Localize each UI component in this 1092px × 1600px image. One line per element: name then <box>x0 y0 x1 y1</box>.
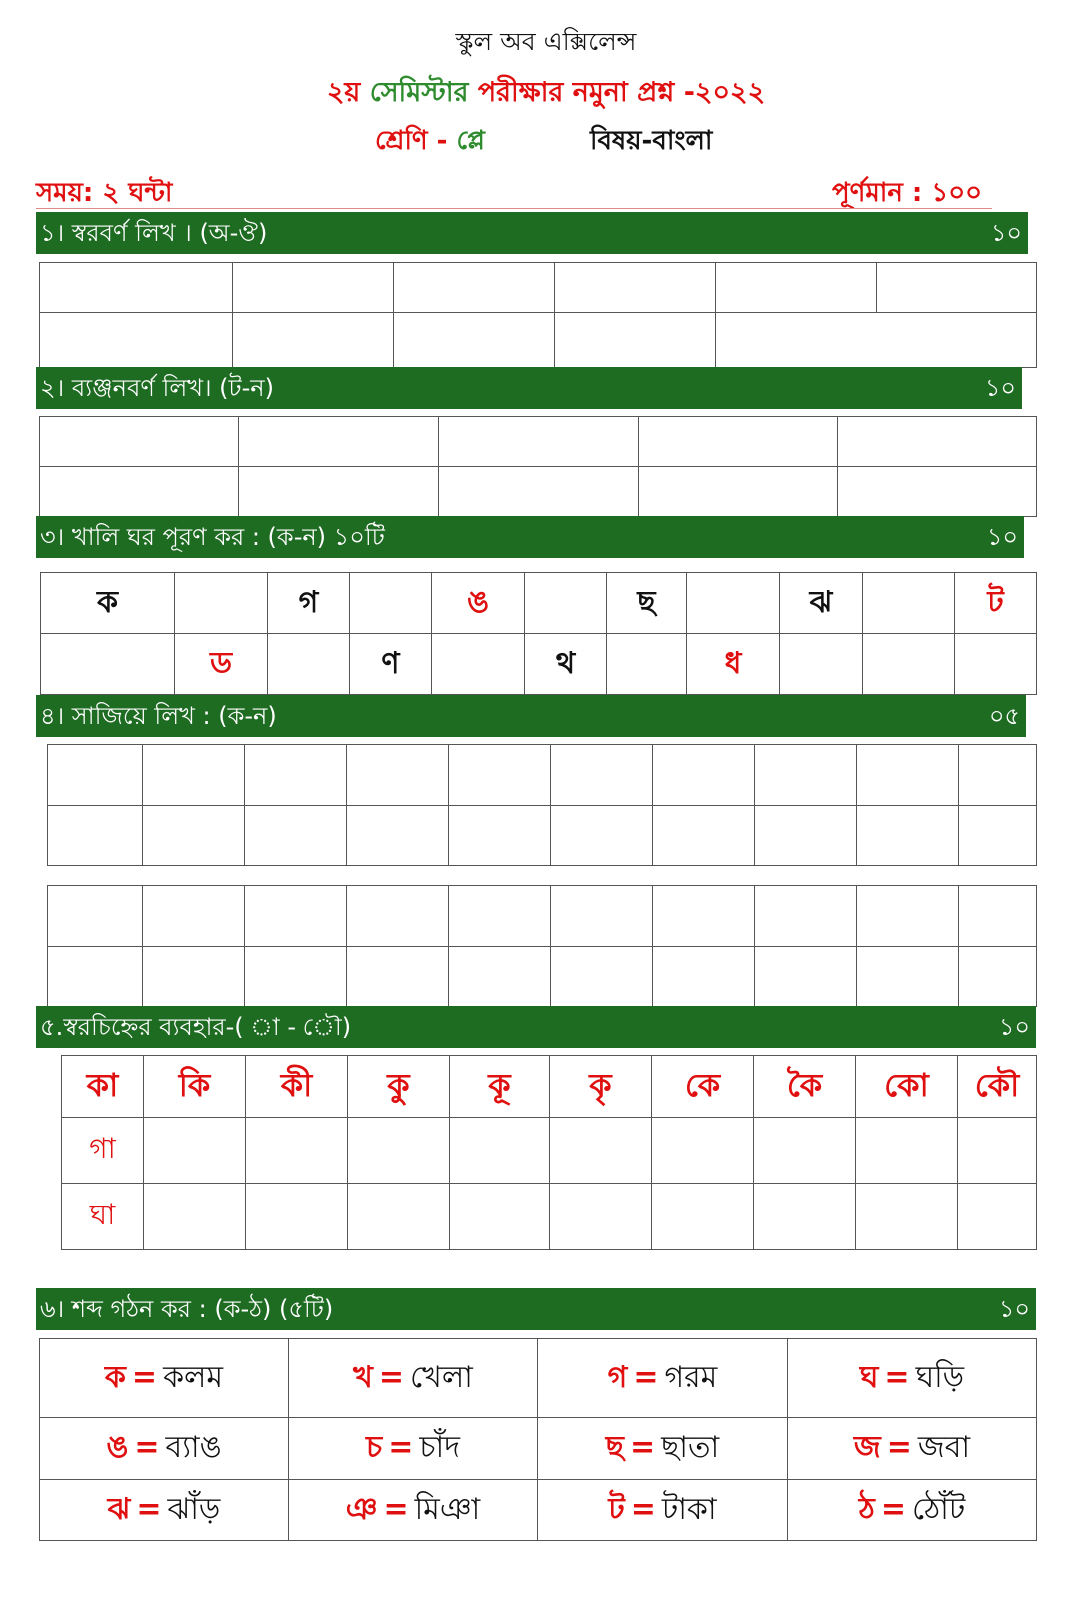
answer-cell[interactable] <box>754 1118 856 1184</box>
exam-title-part2: সেমিস্টার <box>369 77 469 108</box>
question-2-marks: ১০ <box>984 374 1016 402</box>
answer-cell[interactable] <box>716 313 1037 368</box>
class-label-text: শ্রেণি - <box>375 126 457 156</box>
equals-sign: = <box>388 1430 414 1465</box>
answer-cell[interactable] <box>450 1184 550 1250</box>
letter-cell: গ <box>268 573 350 634</box>
question-6-bar <box>36 1288 1036 1330</box>
answer-cell[interactable] <box>755 886 857 947</box>
question-4-title: ৪। সাজিয়ে লিখ : (ক-ন) <box>40 702 277 730</box>
letter-cell: ঙ <box>432 573 525 634</box>
word-letter: ঝ <box>107 1491 131 1527</box>
answer-cell[interactable] <box>755 806 857 866</box>
answer-cell[interactable] <box>239 417 439 467</box>
answer-cell[interactable] <box>439 417 639 467</box>
word-letter: ছ <box>605 1430 624 1465</box>
blank-cell[interactable] <box>41 634 175 695</box>
answer-cell[interactable] <box>716 263 877 313</box>
question-1-marks: ১০ <box>990 219 1022 247</box>
full-marks: পূর্ণমান : ১০০ <box>832 178 983 208</box>
blank-cell[interactable] <box>955 634 1037 695</box>
question-1-bar <box>36 212 1028 254</box>
word-cell <box>40 1418 289 1480</box>
question-1-title: ১। স্বরবর্ণ লিখ । (অ-ঔ) <box>40 219 268 247</box>
letter-cell: ড <box>175 634 268 695</box>
word-cell <box>289 1339 538 1418</box>
row-head-gha: ঘা <box>62 1184 144 1250</box>
answer-cell[interactable] <box>652 1184 754 1250</box>
header-divider <box>36 208 992 209</box>
equals-sign: = <box>630 1491 656 1527</box>
answer-cell[interactable] <box>555 263 716 313</box>
question-3-bar <box>36 516 1024 558</box>
subject-label: বিষয়-বাংলা <box>590 126 713 156</box>
letter-cell: ছ <box>607 573 687 634</box>
answer-cell[interactable] <box>347 806 449 866</box>
answer-cell[interactable] <box>550 1118 652 1184</box>
word-example: টাকা <box>661 1491 717 1527</box>
word-letter: গ <box>607 1359 628 1395</box>
equals-sign: = <box>134 1430 160 1465</box>
word-example: চাঁদ <box>419 1430 460 1465</box>
answer-cell[interactable] <box>838 417 1037 467</box>
equals-sign: = <box>886 1430 912 1465</box>
word-letter: ঞ <box>345 1491 378 1527</box>
class-subject-line <box>0 120 1092 160</box>
question-3-marks: ১০ <box>986 523 1018 551</box>
answer-cell[interactable] <box>551 886 653 947</box>
answer-cell[interactable] <box>450 1118 550 1184</box>
answer-cell[interactable] <box>449 745 551 806</box>
question-5-title: ৫.স্বরচিহ্নের ব্যবহার-( া - ৌ) <box>40 1013 352 1041</box>
word-letter: ক <box>104 1359 126 1395</box>
word-example: ব্যাঙ <box>165 1430 222 1465</box>
word-cell <box>538 1418 788 1480</box>
question-6-title: ৬। শব্দ গঠন কর : (ক-ঠ) (৫টি) <box>40 1295 334 1323</box>
blank-cell[interactable] <box>525 573 607 634</box>
answer-cell[interactable] <box>143 886 245 947</box>
answer-cell[interactable] <box>857 886 959 947</box>
answer-cell[interactable] <box>40 467 239 517</box>
answer-cell[interactable] <box>233 313 394 368</box>
answer-cell[interactable] <box>144 1184 246 1250</box>
word-cell <box>788 1339 1037 1418</box>
answer-cell[interactable] <box>857 745 959 806</box>
equals-sign: = <box>884 1359 910 1395</box>
question-4-marks: ০৫ <box>988 702 1020 730</box>
question-6-marks: ১০ <box>998 1295 1030 1323</box>
answer-cell[interactable] <box>958 1184 1037 1250</box>
question-1-answer-grid <box>39 262 1037 368</box>
word-cell <box>788 1418 1037 1480</box>
word-letter: ঙ <box>106 1430 129 1465</box>
question-4-grid-a <box>47 744 1037 866</box>
answer-cell[interactable] <box>347 947 449 1007</box>
answer-cell[interactable] <box>48 947 143 1007</box>
answer-cell[interactable] <box>838 467 1037 517</box>
answer-cell[interactable] <box>652 1118 754 1184</box>
word-letter: ঠ <box>858 1491 875 1527</box>
word-cell <box>40 1480 289 1541</box>
answer-cell[interactable] <box>653 947 755 1007</box>
answer-cell[interactable] <box>245 886 347 947</box>
word-example: ঘড়ি <box>915 1359 965 1395</box>
equals-sign: = <box>131 1359 158 1395</box>
word-cell <box>538 1480 788 1541</box>
question-2-bar <box>36 367 1022 409</box>
answer-cell[interactable] <box>877 263 1037 313</box>
answer-cell[interactable] <box>653 745 755 806</box>
equals-sign: = <box>633 1359 659 1395</box>
question-3-title: ৩। খালি ঘর পূরণ কর : (ক-ন) ১০টি <box>40 523 385 551</box>
letter-cell: ক <box>41 573 175 634</box>
answer-cell[interactable] <box>551 806 653 866</box>
word-example: কলম <box>163 1359 224 1395</box>
blank-cell[interactable] <box>863 573 955 634</box>
kar-cell: কু <box>348 1056 450 1118</box>
kar-cell: কে <box>652 1056 754 1118</box>
answer-cell[interactable] <box>347 886 449 947</box>
letter-cell: থ <box>525 634 607 695</box>
answer-cell[interactable] <box>857 806 959 866</box>
answer-cell[interactable] <box>449 806 551 866</box>
answer-cell[interactable] <box>555 313 716 368</box>
blank-cell[interactable] <box>268 634 350 695</box>
answer-cell[interactable] <box>449 886 551 947</box>
answer-cell[interactable] <box>856 1184 958 1250</box>
question-3-fill-grid <box>40 572 1037 695</box>
word-letter: ঘ <box>859 1359 879 1395</box>
answer-cell[interactable] <box>246 1118 348 1184</box>
kar-cell: কূ <box>450 1056 550 1118</box>
class-value: প্লে <box>456 126 485 156</box>
kar-cell: কৃ <box>550 1056 652 1118</box>
equals-sign: = <box>378 1359 404 1395</box>
word-example: ঝাঁড় <box>167 1491 221 1527</box>
blank-cell[interactable] <box>432 634 525 695</box>
answer-cell[interactable] <box>551 745 653 806</box>
letter-cell: ট <box>955 573 1037 634</box>
word-example: জবা <box>917 1430 971 1465</box>
question-2-title: ২। ব্যঞ্জনবর্ণ লিখ। (ট-ন) <box>40 374 274 402</box>
answer-cell[interactable] <box>551 947 653 1007</box>
answer-cell[interactable] <box>48 886 143 947</box>
answer-cell[interactable] <box>40 417 239 467</box>
equals-sign: = <box>383 1491 409 1527</box>
word-cell <box>788 1480 1037 1541</box>
question-4-bar <box>36 695 1026 737</box>
answer-cell[interactable] <box>959 886 1037 947</box>
word-cell <box>289 1480 538 1541</box>
answer-cell[interactable] <box>48 745 143 806</box>
question-5-grid <box>61 1055 1037 1250</box>
answer-cell[interactable] <box>144 1118 246 1184</box>
row-head-ga: গা <box>62 1118 144 1184</box>
question-6-word-grid <box>39 1338 1037 1541</box>
question-5-marks: ১০ <box>998 1013 1030 1041</box>
blank-cell[interactable] <box>175 573 268 634</box>
kar-cell: কি <box>144 1056 246 1118</box>
answer-cell[interactable] <box>143 947 245 1007</box>
blank-cell[interactable] <box>350 573 432 634</box>
word-example: গরম <box>664 1359 718 1395</box>
kar-cell: কা <box>62 1056 144 1118</box>
answer-cell[interactable] <box>959 806 1037 866</box>
blank-cell[interactable] <box>780 634 863 695</box>
word-letter: ট <box>608 1491 625 1527</box>
question-4-grid-b <box>47 885 1037 1007</box>
answer-cell[interactable] <box>48 806 143 866</box>
equals-sign: = <box>136 1491 162 1527</box>
letter-cell: ঝ <box>780 573 863 634</box>
kar-cell: কৌ <box>958 1056 1037 1118</box>
answer-cell[interactable] <box>550 1184 652 1250</box>
answer-cell[interactable] <box>959 745 1037 806</box>
kar-cell: কৈ <box>754 1056 856 1118</box>
school-name: স্কুল অব এক্সিলেন্স <box>455 27 637 56</box>
answer-cell[interactable] <box>394 313 555 368</box>
word-cell <box>538 1339 788 1418</box>
answer-cell[interactable] <box>958 1118 1037 1184</box>
answer-cell[interactable] <box>348 1118 450 1184</box>
blank-cell[interactable] <box>607 634 687 695</box>
answer-cell[interactable] <box>347 745 449 806</box>
answer-cell[interactable] <box>754 1184 856 1250</box>
answer-cell[interactable] <box>856 1118 958 1184</box>
question-5-bar <box>36 1006 1036 1048</box>
answer-cell[interactable] <box>143 806 245 866</box>
class-label <box>375 120 485 164</box>
kar-cell: কো <box>856 1056 958 1118</box>
answer-cell[interactable] <box>959 947 1037 1007</box>
answer-cell[interactable] <box>639 467 838 517</box>
answer-cell[interactable] <box>246 1184 348 1250</box>
answer-cell[interactable] <box>653 886 755 947</box>
answer-cell[interactable] <box>40 313 233 368</box>
word-example: ছাতা <box>661 1430 720 1465</box>
word-cell <box>289 1418 538 1480</box>
answer-cell[interactable] <box>245 745 347 806</box>
answer-cell[interactable] <box>439 467 639 517</box>
answer-cell[interactable] <box>245 947 347 1007</box>
answer-cell[interactable] <box>857 947 959 1007</box>
word-letter: চ <box>366 1430 383 1465</box>
letter-cell: ধ <box>687 634 780 695</box>
word-letter: জ <box>853 1430 881 1465</box>
exam-time: সময়: ২ ঘন্টা <box>36 178 173 208</box>
answer-cell[interactable] <box>348 1184 450 1250</box>
answer-cell[interactable] <box>143 745 245 806</box>
word-example: মিঞা <box>414 1491 481 1527</box>
answer-cell[interactable] <box>245 806 347 866</box>
question-2-answer-grid <box>39 416 1037 517</box>
answer-cell[interactable] <box>40 263 233 313</box>
word-cell <box>40 1339 289 1418</box>
answer-cell[interactable] <box>449 947 551 1007</box>
answer-cell[interactable] <box>394 263 555 313</box>
answer-cell[interactable] <box>639 417 838 467</box>
answer-cell[interactable] <box>653 806 755 866</box>
answer-cell[interactable] <box>233 263 394 313</box>
word-example: ঠোঁট <box>911 1491 966 1527</box>
answer-cell[interactable] <box>239 467 439 517</box>
word-letter: খ <box>353 1359 373 1395</box>
exam-title-part1: ২য় <box>326 77 361 108</box>
equals-sign: = <box>880 1491 906 1527</box>
word-example: খেলা <box>409 1359 473 1395</box>
exam-title-part3: পরীক্ষার নমুনা প্রশ্ন -২০২২ <box>477 77 766 108</box>
answer-cell[interactable] <box>755 947 857 1007</box>
exam-title <box>0 72 1092 117</box>
blank-cell[interactable] <box>687 573 780 634</box>
letter-cell: ণ <box>350 634 432 695</box>
answer-cell[interactable] <box>755 745 857 806</box>
equals-sign: = <box>629 1430 656 1465</box>
kar-cell: কী <box>246 1056 348 1118</box>
blank-cell[interactable] <box>863 634 955 695</box>
